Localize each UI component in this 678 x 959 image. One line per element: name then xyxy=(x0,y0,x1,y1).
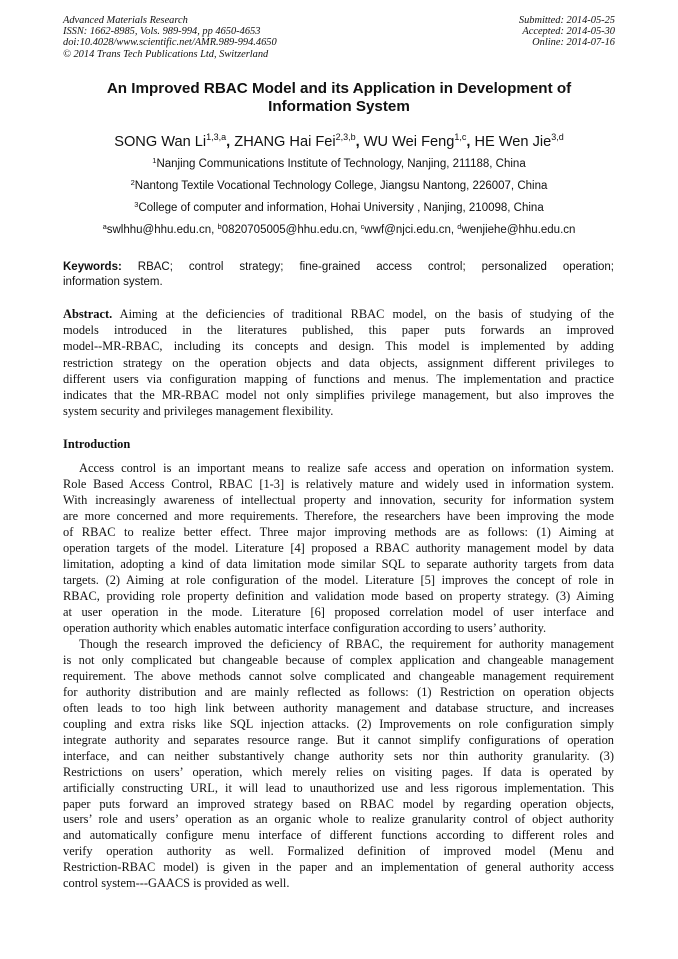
author-name: HE Wen Jie xyxy=(474,134,552,150)
email-address: wenjiehe@hhu.edu.cn xyxy=(461,224,576,236)
email-list xyxy=(40,223,638,237)
body-line: Though the research improved the deficiency of RBAC, the requirement for authority management xyxy=(79,637,614,651)
body-line: operation authority which enables automatic interface configuration according to users’ authority. xyxy=(63,620,547,635)
body-line: Access control is an important means to realize safe access and operation on information system. xyxy=(79,461,614,475)
email-address: wwf@njci.edu.cn, xyxy=(364,224,455,236)
body-line: artificially constructing URL, it will lead to unauthorized use and less rigorous implementation. This xyxy=(63,780,614,795)
body-line: integrate authority and separates resource range. But it cannot simplify configurations of operation xyxy=(63,732,614,747)
body-line: Restrictions on users’ operation, which merely relies on visiting pages. If data is operated by xyxy=(63,764,614,779)
body-line: and automatically configure menu interface of different functions according to different roles and xyxy=(63,828,614,843)
body-line: coupling and extra risks like SQL injection attacks. (2) Improvements on role configuration simply xyxy=(63,716,614,731)
abstract-line: restriction strategy on the operation objects and data objects, assignment different privileges to xyxy=(63,355,614,370)
author-affil-marker: 2,3,b xyxy=(335,132,356,142)
email-marker: c xyxy=(360,222,365,231)
body-line: is not only complicated but changeable because of complex application and changeable management xyxy=(63,652,614,667)
keywords-text: information system. xyxy=(63,275,163,288)
abstract-line: models introduced in the literatures published, this paper puts forwards an improved xyxy=(63,323,614,338)
online-date: Online: 2014-07-16 xyxy=(532,37,615,49)
body-line: RBAC, providing role property definition and validation mode based on property strategy. (3) Aiming xyxy=(63,588,614,603)
intro-paragraph-1 xyxy=(63,461,614,636)
body-line: users’ role and users’ operation as an organic whole to realize granularity control of object authority xyxy=(63,812,614,827)
intro-paragraph-2 xyxy=(63,637,614,892)
body-line: for authority distribution and are mainly reflected as follows: (1) Restriction on operation objects xyxy=(63,684,614,699)
body-line: control system---GAACS is provided as well. xyxy=(63,876,290,891)
email-address: 0820705005@hhu.edu.cn, xyxy=(221,224,358,236)
email-marker: d xyxy=(457,222,462,231)
body-line: verify operation authority as well. Formalized definition of improved model (Menu and xyxy=(63,844,614,859)
submitted-date: Submitted: 2014-05-25 xyxy=(518,15,615,26)
affiliation-marker: 3 xyxy=(134,200,139,209)
abstract-block xyxy=(63,306,614,419)
affiliation-text: Nantong Textile Vocational Technology College, Jiangsu Nantong, 226007, China xyxy=(134,180,548,192)
body-line: at user operation in the mode. Literature [6] proposed correlation model of user interface and xyxy=(63,604,614,619)
abstract-line: indicates that the MR-RBAC model not only simplifies privilege management, but also improves the xyxy=(63,388,614,403)
body-line: Restriction-RBAC model) is given in the paper and an implementation of general authority access xyxy=(63,860,614,875)
journal-copyright: © 2014 Trans Tech Publications Ltd, Switzerland xyxy=(63,48,269,60)
abstract-line: Aiming at the deficiencies of traditional RBAC model, on the basis of studying of the xyxy=(119,307,614,321)
body-line: operation targets of the model. Literature [4] proposed a RBAC authority management model by data xyxy=(63,540,614,555)
journal-header-right xyxy=(519,15,615,49)
abstract-label: Abstract. xyxy=(63,307,113,321)
body-line: With increasingly awareness of intellectual property and innovation, security for information system xyxy=(63,492,614,507)
affiliation xyxy=(40,179,638,193)
author-affil-marker: 1,3,a xyxy=(206,132,227,142)
affiliation xyxy=(40,201,638,215)
affiliation-marker: 2 xyxy=(130,178,135,187)
title-line: An Improved RBAC Model and its Application in Development of xyxy=(106,80,572,97)
author-affil-marker: 3,d xyxy=(551,132,564,142)
author-list: SONG Wan Li$^{1,3,a}$, ZHANG Hai Fei$^{2,3,b}$, WU Wei Feng$^{1,c}$, HE Wen Jie$^{3,d}$ xyxy=(114,132,564,150)
journal-name: Advanced Materials Research xyxy=(63,15,188,26)
title-line: Information System xyxy=(268,98,410,115)
body-line: limitation, adopting a kind of data limitation mode similar SQL to separate authority targets from data xyxy=(63,556,614,571)
body-line: interface, and can neither substantively change authority sets nor thin authority granularity. (3) xyxy=(63,748,614,763)
affiliation-marker: 1 xyxy=(152,156,157,165)
body-line: paper puts forward an improved strategy based on RBAC model by regarding operation objects, xyxy=(63,796,614,811)
abstract-line: system security and privileges management flexibility. xyxy=(63,404,334,419)
journal-issn: ISSN: 1662-8985, Vols. 989-994, pp 4650-4653 xyxy=(63,26,261,38)
keywords-label: Keywords: xyxy=(63,261,122,273)
keywords-block xyxy=(63,260,614,289)
journal-doi: doi:10.4028/www.scientific.net/AMR.989-994.4650 xyxy=(63,37,277,49)
email-marker: b xyxy=(217,222,222,231)
affiliation-text: College of computer and information, Hohai University , Nanjing, 210098, China xyxy=(138,202,544,214)
author-name: SONG Wan Li xyxy=(114,134,207,150)
author-name: ZHANG Hai Fei xyxy=(234,134,336,150)
keywords-text: RBAC; control strategy; fine-grained access control; personalized operation; xyxy=(137,261,614,273)
affiliation-text: Nanjing Communications Institute of Technology, Nanjing, 211188, China xyxy=(156,158,526,170)
author-affil-marker: 1,c xyxy=(454,132,467,142)
body-line: of RBAC to realize better effect. Three major improving methods are as follows: (1) Aiming at xyxy=(63,524,614,539)
abstract-line: model--MR-RBAC, including its concepts and design. This model is implemented by adding xyxy=(63,339,614,354)
email-address: swlhhu@hhu.edu.cn, xyxy=(106,224,215,236)
body-line: requirement. The above methods cannot solve complicated and changeable management requirement xyxy=(63,668,614,683)
journal-header-left xyxy=(63,15,277,60)
body-line: often leads to too high link between authority management and database structure, and increases xyxy=(63,700,614,715)
section-heading: Introduction xyxy=(63,437,131,451)
body-line: are more concerned and more requirements. Therefore, the researchers have been improving the mode xyxy=(63,508,614,523)
accepted-date: Accepted: 2014-05-30 xyxy=(522,26,615,38)
paper-title xyxy=(60,80,618,116)
body-line: targets. (2) Aiming at role configuration of the model. Literature [5] improves the concept of role in xyxy=(63,572,614,587)
abstract-line: different users via configuration mapping of functions and menus. The implementation and practice xyxy=(63,371,614,386)
email-marker: a xyxy=(102,222,107,231)
body-line: Role Based Access Control, RBAC [1-3] is relatively mature and widely used in information system. xyxy=(63,476,614,491)
affiliation xyxy=(40,157,638,171)
author-name: WU Wei Feng xyxy=(363,134,455,150)
